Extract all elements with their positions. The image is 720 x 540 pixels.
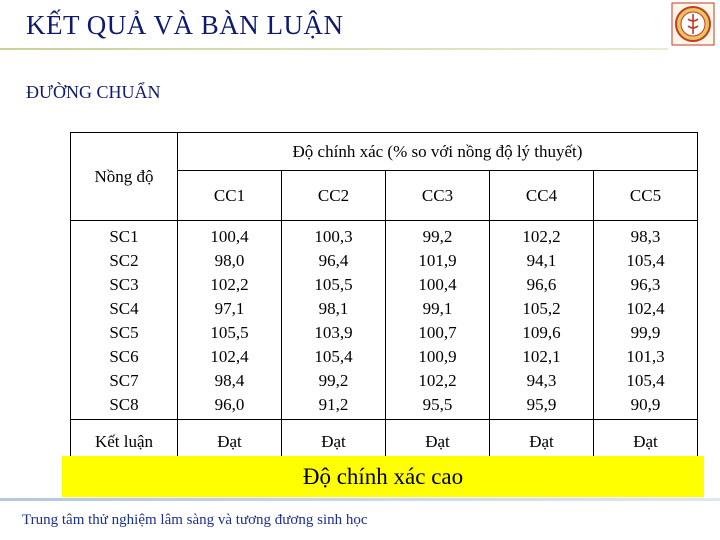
row-header-cell — [71, 133, 178, 221]
table-cell: 99,2 — [318, 371, 349, 390]
table-cell: 98,1 — [318, 299, 349, 318]
row-label: SC1 — [109, 227, 139, 246]
cc5-values-column — [594, 221, 698, 420]
footer-divider — [0, 498, 720, 501]
university-seal-icon — [671, 2, 715, 46]
table-cell: 99,9 — [630, 323, 661, 342]
table-cell: 102,4 — [210, 347, 249, 366]
table-cell: 91,2 — [318, 395, 349, 414]
table-cell: 94,1 — [526, 251, 557, 270]
sample-labels-column — [71, 221, 178, 420]
table-cell: 98,3 — [630, 227, 661, 246]
table-cell: 95,9 — [526, 395, 557, 414]
conclusion-cell: Đạt — [386, 420, 490, 465]
conclusion-cell: Đạt — [282, 420, 386, 465]
row-label: SC6 — [109, 347, 139, 366]
table-cell: 98,0 — [214, 251, 245, 270]
conclusion-cell: Đạt — [490, 420, 594, 465]
table-cell: 94,3 — [526, 371, 557, 390]
column-header-cc5: CC5 — [594, 171, 698, 221]
table-cell: 100,4 — [210, 227, 249, 246]
column-header-cc1: CC1 — [178, 171, 282, 221]
table-cell: 96,3 — [630, 275, 661, 294]
conclusion-cell: Đạt — [594, 420, 698, 465]
row-label: SC8 — [109, 395, 139, 414]
column-header-cc4: CC4 — [490, 171, 594, 221]
table-cell: 105,4 — [626, 251, 665, 270]
cc1-values-column — [178, 221, 282, 420]
conclusion-label: Kết luận — [71, 420, 178, 465]
row-label: SC4 — [109, 299, 139, 318]
page-title: KẾT QUẢ VÀ BÀN LUẬN — [26, 10, 344, 40]
row-label: SC2 — [109, 251, 139, 270]
table-cell: 101,3 — [626, 347, 665, 366]
table-cell: 105,5 — [314, 275, 353, 294]
row-label: SC7 — [109, 371, 139, 390]
table-cell: 101,9 — [418, 251, 457, 270]
table-cell: 105,4 — [314, 347, 353, 366]
table-cell: 95,5 — [422, 395, 453, 414]
group-header-label: Độ chính xác (% so với nồng độ lý thuyết) — [292, 141, 583, 161]
column-header-cc3: CC3 — [386, 171, 490, 221]
table-cell: 96,6 — [526, 275, 557, 294]
table-cell: 100,9 — [418, 347, 457, 366]
accuracy-table — [70, 132, 698, 465]
footer-text: Trung tâm thử nghiệm lâm sàng và tương đương sinh học — [22, 512, 368, 528]
data-rows-block — [71, 221, 698, 420]
table-cell: 99,2 — [422, 227, 453, 246]
table-cell: 102,1 — [522, 347, 561, 366]
section-subtitle: ĐƯỜNG CHUẨN — [26, 82, 161, 102]
row-label: SC5 — [109, 323, 139, 342]
table-cell: 105,4 — [626, 371, 665, 390]
group-header-cell — [178, 133, 698, 171]
table-cell: 98,4 — [214, 371, 245, 390]
table-cell: 105,5 — [210, 323, 249, 342]
table-cell: 96,0 — [214, 395, 245, 414]
table-cell: 90,9 — [630, 395, 661, 414]
row-header-label: Nồng độ — [94, 166, 154, 186]
highlight-banner: Độ chính xác cao — [62, 456, 704, 497]
cc3-values-column — [386, 221, 490, 420]
conclusion-cell: Đạt — [178, 420, 282, 465]
table-cell: 100,7 — [418, 323, 457, 342]
table-cell: 97,1 — [214, 299, 245, 318]
row-label: SC3 — [109, 275, 139, 294]
table-cell: 96,4 — [318, 251, 349, 270]
cc4-values-column — [490, 221, 594, 420]
table-cell: 100,3 — [314, 227, 353, 246]
table-cell: 102,2 — [210, 275, 249, 294]
table-cell: 109,6 — [522, 323, 561, 342]
table-cell: 103,9 — [314, 323, 353, 342]
column-header-cc2: CC2 — [282, 171, 386, 221]
table-cell: 100,4 — [418, 275, 457, 294]
table-cell: 102,2 — [418, 371, 457, 390]
title-divider — [0, 48, 668, 50]
table-cell: 102,4 — [626, 299, 665, 318]
table-cell: 105,2 — [522, 299, 561, 318]
cc2-values-column — [282, 221, 386, 420]
table-cell: 99,1 — [422, 299, 453, 318]
table-cell: 102,2 — [522, 227, 561, 246]
